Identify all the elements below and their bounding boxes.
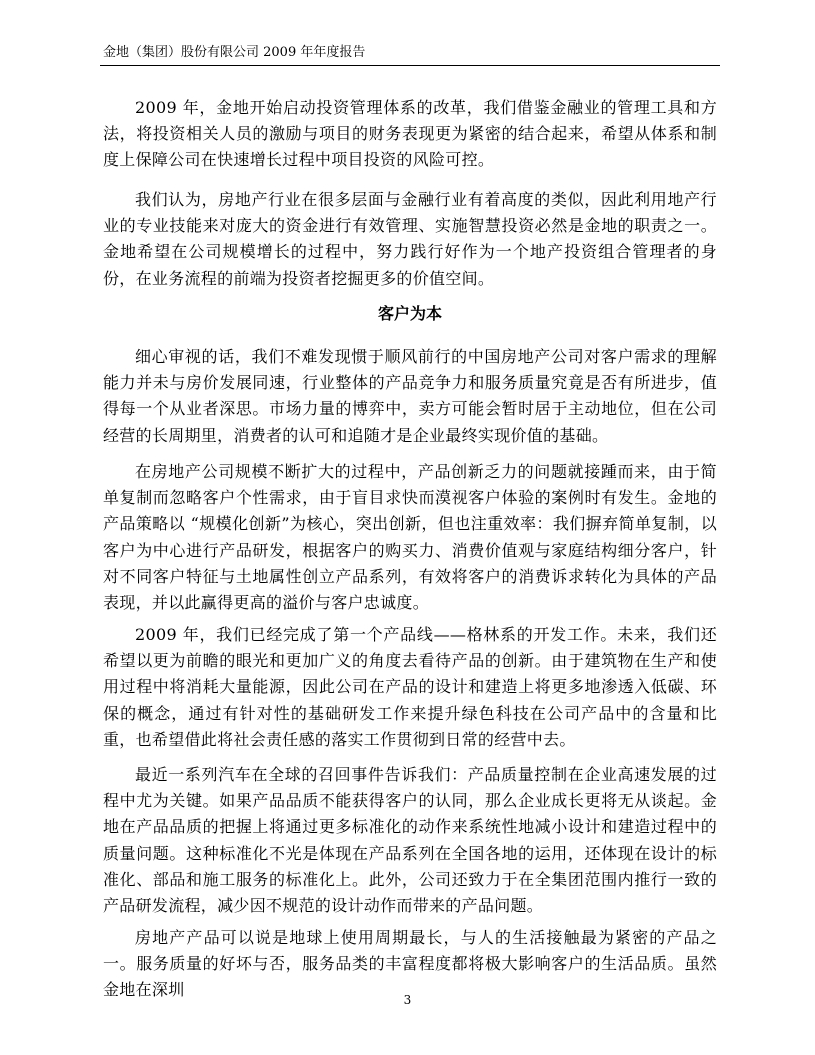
paragraph-service-quality: 房地产产品可以说是地球上使用周期最长，与人的生活接触最为紧密的产品之一。服务质量的好坏与否，服务品类的丰富程度都将极大影响客户的生活品质。虽然金地在深圳	[103, 928, 717, 1000]
paragraph-product-innovation: 在房地产公司规模不断扩大的过程中，产品创新乏力的问题就接踵而来，由于简单复制而忽略客户个性需求，由于盲目求快而漠视客户体验的案例时有发生。金地的产品策略以 “规模化创新”为核心，突出创新，但也注重效率：我们摒弃简单复制，以客户为中心进行产品研发，根据客户的购买力、消费价值观与家庭结构细分客户，针对不同客户特征与土地属性创立产品系列，有效将客户的消费诉求转化为具体的产品表现，并以此赢得更高的溢价与客户忠诚度。	[103, 462, 717, 613]
report-header: 金地（集团）股份有限公司 2009 年年度报告	[103, 45, 366, 60]
paragraph-investment-reform: 2009 年，金地开始启动投资管理体系的改革，我们借鉴金融业的管理工具和方法，将投资相关人员的激励与项目的财务表现更为紧密的结合起来，希望从体系和制度上保障公司在快速增长过程中项目投资的风险可控。	[103, 98, 717, 170]
paragraph-product-line: 2009 年，我们已经完成了第一个产品线——格林系的开发工作。未来，我们还希望以更为前瞻的眼光和更加广义的角度去看待产品的创新。由于建筑物在生产和使用过程中将消耗大量能源，因此公司在产品的设计和建造上将更多地渗透入低碳、环保的概念，通过有针对性的基础研发工作来提升绿色科技在公司产品中的含量和比重，也希望借此将社会责任感的落实工作贯彻到日常的经营中去。	[103, 625, 717, 749]
page-number: 3	[403, 993, 412, 1007]
paragraph-customer-needs: 细心审视的话，我们不难发现惯于顺风前行的中国房地产公司对客户需求的理解能力并未与房价发展同速，行业整体的产品竞争力和服务质量究竟是否有所进步，值得每一个从业者深思。市场力量的博弈中，卖方可能会暂时居于主动地位，但在公司经营的长周期里，消费者的认可和追随才是企业最终实现价值的基础。	[103, 347, 717, 445]
header-divider	[100, 65, 720, 66]
paragraph-investment-management: 我们认为，房地产行业在很多层面与金融行业有着高度的类似，因此利用地产行业的专业技能来对庞大的资金进行有效管理、实施智慧投资必然是金地的职责之一。金地希望在公司规模增长的过程中，努力践行好作为一个地产投资组合管理者的身份，在业务流程的前端为投资者挖掘更多的价值空间。	[103, 190, 717, 288]
paragraph-quality-control: 最近一系列汽车在全球的召回事件告诉我们：产品质量控制在企业高速发展的过程中尤为关键。如果产品品质不能获得客户的认同，那么企业成长更将无从谈起。金地在产品品质的把握上将通过更多标准化的动作来系统性地减小设计和建造过程中的质量问题。这种标准化不光是体现在产品系列在全国各地的运用，还体现在设计的标准化、部品和施工服务的标准化上。此外，公司还致力于在全集团范围内推行一致的产品研发流程，减少因不规范的设计动作而带来的产品问题。	[103, 765, 717, 916]
section-heading-customer-first: 客户为本	[377, 304, 442, 323]
